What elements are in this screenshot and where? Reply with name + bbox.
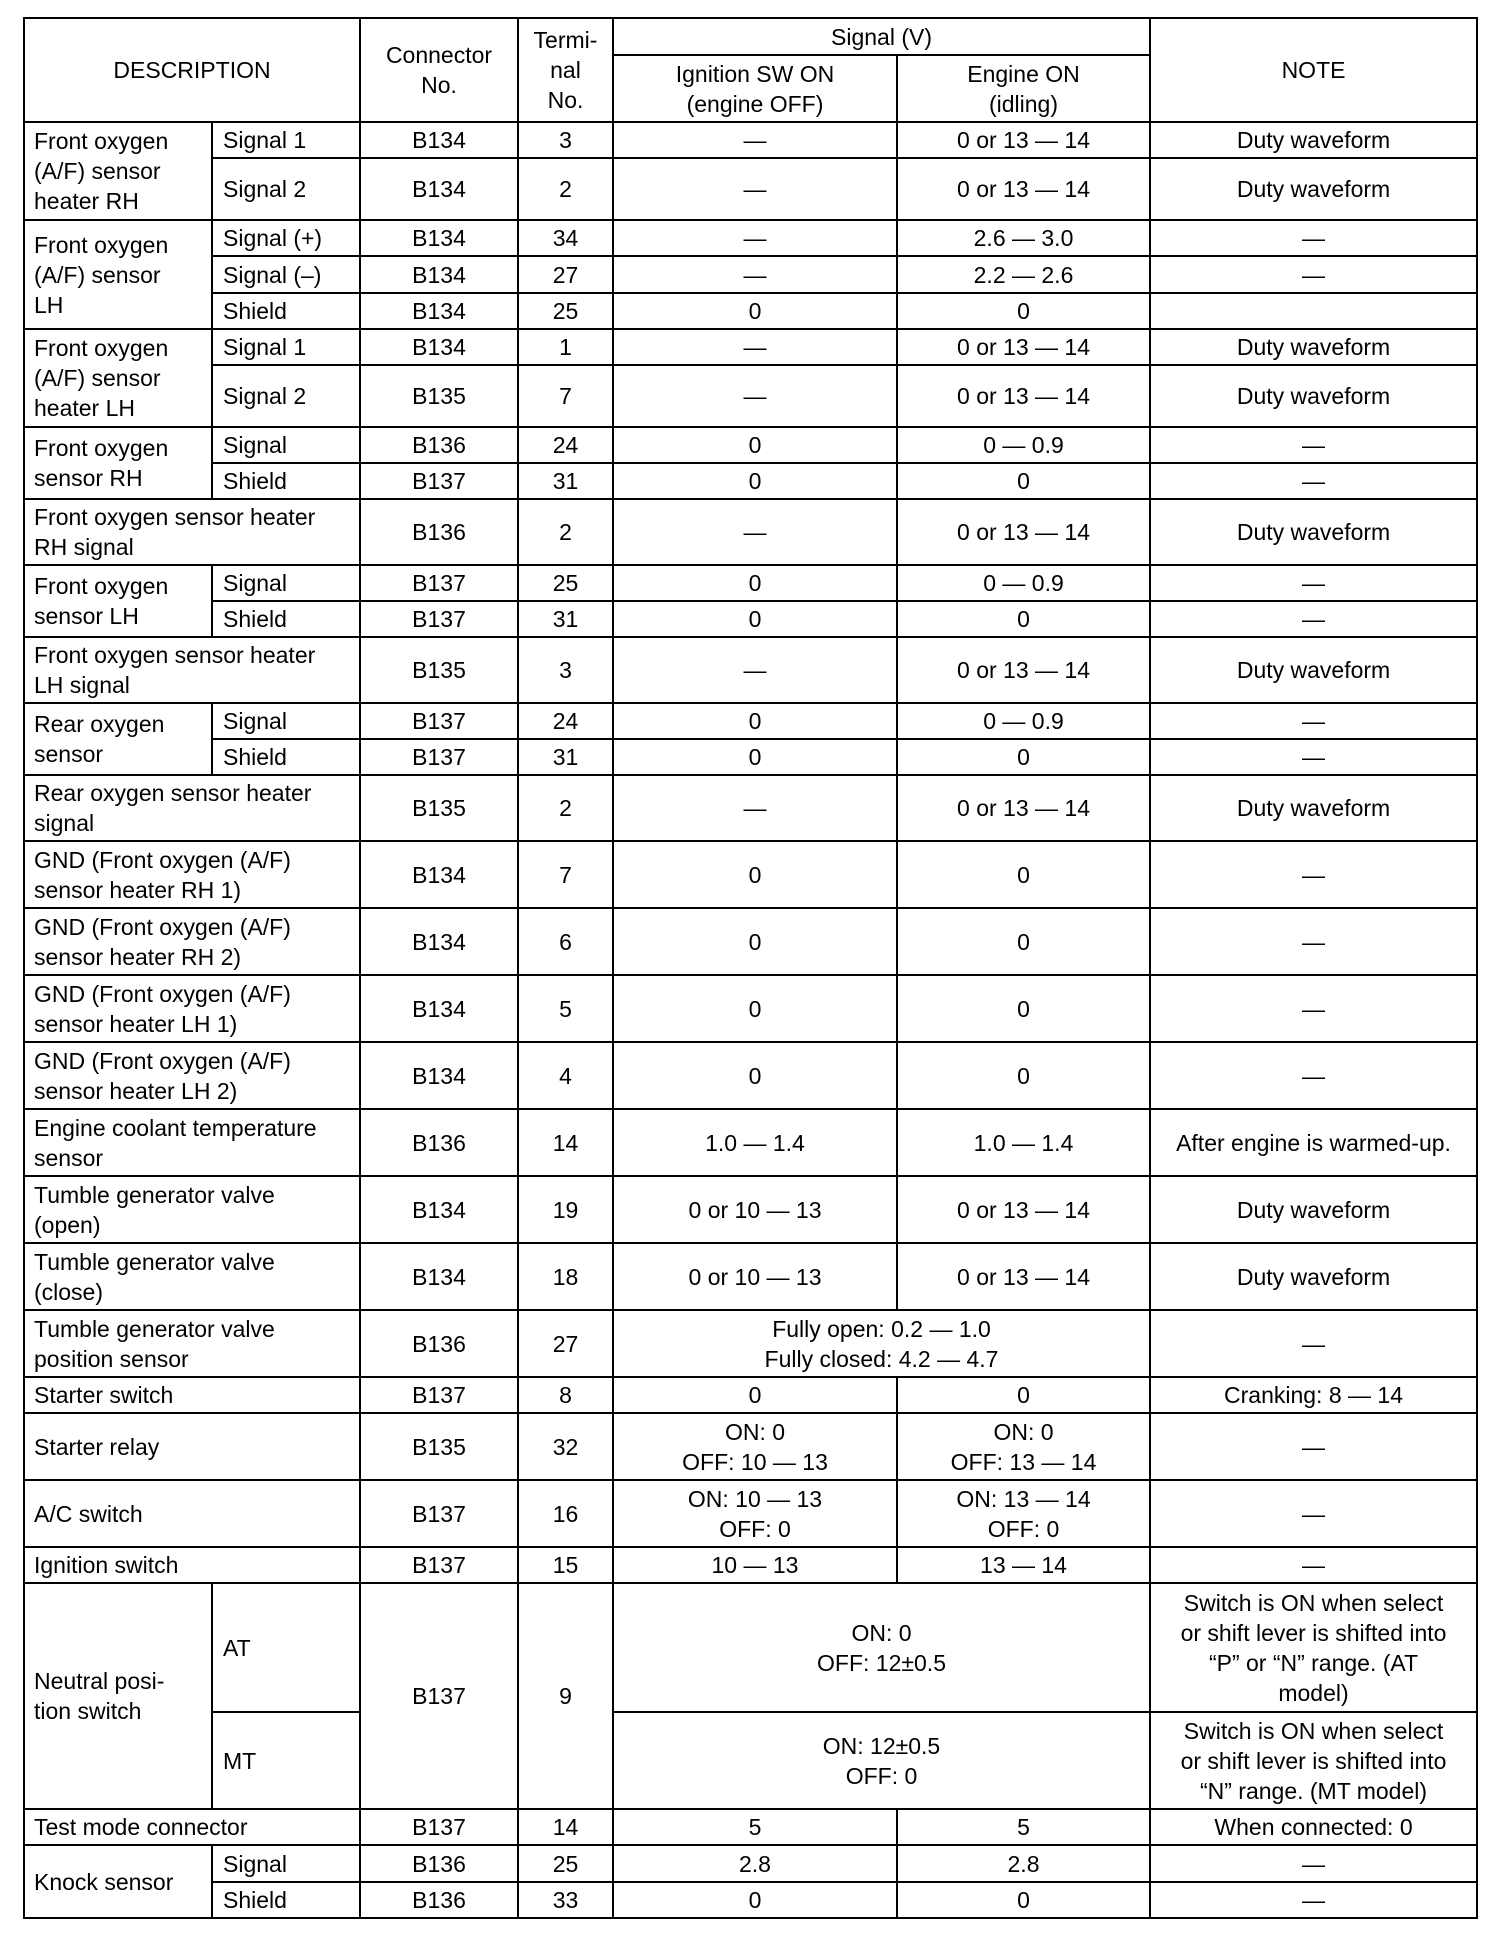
row-note: Duty waveform (1150, 1243, 1477, 1310)
row-connector-no: B136 (360, 1882, 518, 1918)
row-description: Neutral posi- tion switch (24, 1583, 212, 1809)
row-signal-ignition-on: 0 or 10 — 13 (613, 1243, 897, 1310)
row-note: — (1150, 1480, 1477, 1547)
row-note: — (1150, 1845, 1477, 1882)
row-signal-ignition-on: — (613, 365, 897, 427)
row-signal-engine-on: 0 or 13 — 14 (897, 122, 1150, 158)
row-note: — (1150, 463, 1477, 499)
row-signal-engine-on: 0 — 0.9 (897, 565, 1150, 601)
row-signal-ignition-on: 0 (613, 293, 897, 329)
document-page (23, 17, 1478, 1919)
row-note: — (1150, 739, 1477, 775)
row-description: Starter switch (24, 1377, 360, 1413)
row-signal-engine-on: 0 or 13 — 14 (897, 329, 1150, 365)
row-sub-description: Signal 2 (212, 158, 360, 220)
row-note: — (1150, 1042, 1477, 1109)
row-signal-ignition-on: — (613, 220, 897, 256)
row-terminal-no: 7 (518, 365, 613, 427)
row-signal-engine-on: 0 — 0.9 (897, 427, 1150, 463)
row-signal-ignition-on: — (613, 329, 897, 365)
table-row (24, 1243, 1477, 1310)
row-terminal-no: 2 (518, 158, 613, 220)
row-description: GND (Front oxygen (A/F) sensor heater LH 1) (24, 975, 360, 1042)
row-signal-engine-on: ON: 13 — 14 OFF: 0 (897, 1480, 1150, 1547)
table-row (24, 841, 1477, 908)
row-description: GND (Front oxygen (A/F) sensor heater RH 1) (24, 841, 360, 908)
row-connector-no: B137 (360, 1547, 518, 1583)
row-connector-no: B136 (360, 499, 518, 565)
row-terminal-no: 2 (518, 775, 613, 841)
row-terminal-no: 3 (518, 122, 613, 158)
table-row (24, 1377, 1477, 1413)
table-row (24, 220, 1477, 256)
table-row (24, 1583, 1477, 1712)
row-note: Cranking: 8 — 14 (1150, 1377, 1477, 1413)
row-description: GND (Front oxygen (A/F) sensor heater LH 2) (24, 1042, 360, 1109)
table-row (24, 908, 1477, 975)
row-terminal-no: 27 (518, 1310, 613, 1377)
row-signal-engine-on: 0 (897, 739, 1150, 775)
row-signal-engine-on: 0 or 13 — 14 (897, 1176, 1150, 1243)
row-note: — (1150, 975, 1477, 1042)
row-terminal-no: 25 (518, 1845, 613, 1882)
row-terminal-no: 1 (518, 329, 613, 365)
table-row (24, 122, 1477, 158)
row-signal-ignition-on: 0 (613, 1377, 897, 1413)
row-signal-engine-on: 5 (897, 1809, 1150, 1845)
row-terminal-no: 24 (518, 703, 613, 739)
row-connector-no: B136 (360, 1845, 518, 1882)
row-signal-ignition-on: — (613, 158, 897, 220)
row-signal-ignition-on: 0 (613, 975, 897, 1042)
table-row (24, 1176, 1477, 1243)
header-ignition-sw-on: Ignition SW ON (engine OFF) (613, 55, 897, 122)
table-row (24, 1882, 1477, 1918)
table-row (24, 158, 1477, 220)
row-connector-no: B135 (360, 775, 518, 841)
table-row (24, 565, 1477, 601)
row-description: Front oxygen (A/F) sensor LH (24, 220, 212, 329)
row-signal-merged: ON: 12±0.5 OFF: 0 (613, 1712, 1150, 1809)
row-signal-merged: Fully open: 0.2 — 1.0 Fully closed: 4.2 — 4.7 (613, 1310, 1150, 1377)
row-connector-no: B136 (360, 427, 518, 463)
row-terminal-no: 25 (518, 293, 613, 329)
row-terminal-no: 8 (518, 1377, 613, 1413)
table-row (24, 463, 1477, 499)
row-signal-engine-on: 0 (897, 1377, 1150, 1413)
row-note: Duty waveform (1150, 499, 1477, 565)
row-note: — (1150, 1882, 1477, 1918)
row-terminal-no: 5 (518, 975, 613, 1042)
row-terminal-no: 9 (518, 1583, 613, 1809)
row-sub-description: Shield (212, 739, 360, 775)
row-signal-ignition-on: 0 (613, 1882, 897, 1918)
row-signal-engine-on: 2.8 (897, 1845, 1150, 1882)
row-description: A/C switch (24, 1480, 360, 1547)
row-signal-ignition-on: 0 (613, 841, 897, 908)
row-note: Switch is ON when select or shift lever is shifted into “P” or “N” range. (AT model) (1150, 1583, 1477, 1712)
row-signal-ignition-on: 0 (613, 1042, 897, 1109)
row-signal-ignition-on: 0 (613, 427, 897, 463)
row-signal-engine-on: 0 (897, 1882, 1150, 1918)
row-terminal-no: 15 (518, 1547, 613, 1583)
table-row (24, 293, 1477, 329)
table-body (24, 122, 1477, 1918)
row-signal-engine-on: 13 — 14 (897, 1547, 1150, 1583)
row-terminal-no: 32 (518, 1413, 613, 1480)
row-signal-ignition-on: — (613, 122, 897, 158)
row-note: — (1150, 908, 1477, 975)
row-signal-ignition-on: ON: 0 OFF: 10 — 13 (613, 1413, 897, 1480)
row-terminal-no: 19 (518, 1176, 613, 1243)
row-terminal-no: 31 (518, 463, 613, 499)
row-sub-description: Shield (212, 463, 360, 499)
table-row (24, 1547, 1477, 1583)
row-description: Test mode connector (24, 1809, 360, 1845)
row-terminal-no: 24 (518, 427, 613, 463)
row-description: Engine coolant temperature sensor (24, 1109, 360, 1176)
row-signal-engine-on: 2.2 — 2.6 (897, 256, 1150, 293)
row-note: Duty waveform (1150, 1176, 1477, 1243)
row-connector-no: B134 (360, 1042, 518, 1109)
row-description: Ignition switch (24, 1547, 360, 1583)
row-signal-ignition-on: — (613, 775, 897, 841)
row-signal-engine-on: 0 (897, 841, 1150, 908)
row-connector-no: B136 (360, 1109, 518, 1176)
row-connector-no: B137 (360, 1583, 518, 1809)
row-signal-ignition-on: ON: 10 — 13 OFF: 0 (613, 1480, 897, 1547)
row-signal-ignition-on: — (613, 637, 897, 703)
row-connector-no: B134 (360, 975, 518, 1042)
table-row (24, 1712, 1477, 1809)
row-note: Duty waveform (1150, 365, 1477, 427)
row-connector-no: B134 (360, 256, 518, 293)
row-terminal-no: 2 (518, 499, 613, 565)
table-row (24, 637, 1477, 703)
row-signal-ignition-on: 0 (613, 463, 897, 499)
row-terminal-no: 33 (518, 1882, 613, 1918)
header-engine-on: Engine ON (idling) (897, 55, 1150, 122)
row-description: Front oxygen sensor LH (24, 565, 212, 637)
row-description: Front oxygen sensor RH (24, 427, 212, 499)
row-signal-ignition-on: 0 (613, 601, 897, 637)
row-sub-description: Signal 1 (212, 329, 360, 365)
table-row (24, 1480, 1477, 1547)
row-terminal-no: 4 (518, 1042, 613, 1109)
table-row (24, 1042, 1477, 1109)
ecm-terminal-signal-table (23, 17, 1478, 1919)
table-row (24, 975, 1477, 1042)
row-description: Front oxygen sensor heater LH signal (24, 637, 360, 703)
row-signal-engine-on: 0 (897, 463, 1150, 499)
row-terminal-no: 6 (518, 908, 613, 975)
row-sub-description: Shield (212, 601, 360, 637)
row-signal-engine-on: 0 or 13 — 14 (897, 499, 1150, 565)
row-signal-engine-on: 0 or 13 — 14 (897, 637, 1150, 703)
row-note: — (1150, 1413, 1477, 1480)
row-sub-description: Shield (212, 1882, 360, 1918)
row-note: When connected: 0 (1150, 1809, 1477, 1845)
row-connector-no: B137 (360, 1377, 518, 1413)
header-signal-v: Signal (V) (613, 18, 1150, 55)
row-note: Switch is ON when select or shift lever is shifted into “N” range. (MT model) (1150, 1712, 1477, 1809)
row-sub-description: Shield (212, 293, 360, 329)
row-terminal-no: 31 (518, 601, 613, 637)
row-sub-description: Signal (212, 565, 360, 601)
row-description: Tumble generator valve (close) (24, 1243, 360, 1310)
row-description: Front oxygen (A/F) sensor heater LH (24, 329, 212, 427)
row-terminal-no: 3 (518, 637, 613, 703)
row-sub-description: Signal 2 (212, 365, 360, 427)
header-terminal-no: Termi- nal No. (518, 18, 613, 122)
row-signal-ignition-on: 5 (613, 1809, 897, 1845)
row-signal-engine-on: 0 (897, 293, 1150, 329)
table-row (24, 775, 1477, 841)
table-row (24, 499, 1477, 565)
row-note: — (1150, 256, 1477, 293)
table-row (24, 329, 1477, 365)
row-connector-no: B137 (360, 601, 518, 637)
row-terminal-no: 7 (518, 841, 613, 908)
row-note: — (1150, 565, 1477, 601)
row-signal-engine-on: 1.0 — 1.4 (897, 1109, 1150, 1176)
row-sub-description: Signal 1 (212, 122, 360, 158)
table-row (24, 739, 1477, 775)
row-signal-engine-on: 0 or 13 — 14 (897, 775, 1150, 841)
row-note: Duty waveform (1150, 158, 1477, 220)
row-signal-ignition-on: — (613, 256, 897, 293)
row-terminal-no: 27 (518, 256, 613, 293)
row-sub-description: Signal (212, 1845, 360, 1882)
header-description: DESCRIPTION (24, 18, 360, 122)
row-connector-no: B137 (360, 703, 518, 739)
row-connector-no: B134 (360, 1243, 518, 1310)
row-signal-ignition-on: 0 (613, 565, 897, 601)
row-signal-engine-on: 0 (897, 908, 1150, 975)
row-sub-description: Signal (–) (212, 256, 360, 293)
row-terminal-no: 18 (518, 1243, 613, 1310)
row-sub-description: Signal (+) (212, 220, 360, 256)
row-note: Duty waveform (1150, 329, 1477, 365)
row-note: — (1150, 703, 1477, 739)
row-terminal-no: 14 (518, 1809, 613, 1845)
row-note: Duty waveform (1150, 637, 1477, 703)
row-terminal-no: 31 (518, 739, 613, 775)
row-connector-no: B134 (360, 841, 518, 908)
table-row (24, 365, 1477, 427)
row-sub-description: Signal (212, 703, 360, 739)
table-row (24, 601, 1477, 637)
row-connector-no: B134 (360, 122, 518, 158)
row-description: Rear oxygen sensor heater signal (24, 775, 360, 841)
row-description: Starter relay (24, 1413, 360, 1480)
row-signal-ignition-on: 2.8 (613, 1845, 897, 1882)
row-connector-no: B137 (360, 739, 518, 775)
row-note: Duty waveform (1150, 122, 1477, 158)
row-signal-ignition-on: 10 — 13 (613, 1547, 897, 1583)
header-connector-no: Connector No. (360, 18, 518, 122)
row-signal-ignition-on: 0 (613, 703, 897, 739)
row-description: Tumble generator valve position sensor (24, 1310, 360, 1377)
row-connector-no: B137 (360, 1480, 518, 1547)
row-terminal-no: 25 (518, 565, 613, 601)
row-note: After engine is warmed-up. (1150, 1109, 1477, 1176)
row-sub-description: AT (212, 1583, 360, 1712)
row-connector-no: B136 (360, 1310, 518, 1377)
table-row (24, 1310, 1477, 1377)
row-terminal-no: 16 (518, 1480, 613, 1547)
row-connector-no: B134 (360, 908, 518, 975)
row-signal-engine-on: 0 or 13 — 14 (897, 158, 1150, 220)
row-note: — (1150, 220, 1477, 256)
row-signal-ignition-on: 0 (613, 908, 897, 975)
row-description: Knock sensor (24, 1845, 212, 1918)
row-signal-ignition-on: 1.0 — 1.4 (613, 1109, 897, 1176)
table-row (24, 1809, 1477, 1845)
table-row (24, 1845, 1477, 1882)
row-connector-no: B134 (360, 293, 518, 329)
row-sub-description: Signal (212, 427, 360, 463)
row-connector-no: B134 (360, 329, 518, 365)
row-connector-no: B135 (360, 637, 518, 703)
row-signal-ignition-on: 0 or 10 — 13 (613, 1176, 897, 1243)
row-signal-engine-on: 0 or 13 — 14 (897, 365, 1150, 427)
row-connector-no: B137 (360, 463, 518, 499)
row-connector-no: B134 (360, 1176, 518, 1243)
row-description: Rear oxygen sensor (24, 703, 212, 775)
row-signal-engine-on: 0 (897, 1042, 1150, 1109)
row-description: Tumble generator valve (open) (24, 1176, 360, 1243)
row-signal-engine-on: 0 or 13 — 14 (897, 1243, 1150, 1310)
row-signal-merged: ON: 0 OFF: 12±0.5 (613, 1583, 1150, 1712)
row-note: — (1150, 427, 1477, 463)
table-row (24, 1413, 1477, 1480)
row-description: Front oxygen (A/F) sensor heater RH (24, 122, 212, 220)
row-note: — (1150, 601, 1477, 637)
row-note (1150, 293, 1477, 329)
row-terminal-no: 14 (518, 1109, 613, 1176)
row-note: — (1150, 1547, 1477, 1583)
row-note: — (1150, 841, 1477, 908)
row-signal-engine-on: ON: 0 OFF: 13 — 14 (897, 1413, 1150, 1480)
table-row (24, 256, 1477, 293)
table-row (24, 1109, 1477, 1176)
row-connector-no: B135 (360, 365, 518, 427)
row-signal-engine-on: 0 (897, 601, 1150, 637)
row-sub-description: MT (212, 1712, 360, 1809)
row-connector-no: B134 (360, 158, 518, 220)
row-connector-no: B134 (360, 220, 518, 256)
header-note: NOTE (1150, 18, 1477, 122)
row-connector-no: B135 (360, 1413, 518, 1480)
row-signal-engine-on: 0 (897, 975, 1150, 1042)
row-note: Duty waveform (1150, 775, 1477, 841)
row-connector-no: B137 (360, 565, 518, 601)
row-description: Front oxygen sensor heater RH signal (24, 499, 360, 565)
table-row (24, 427, 1477, 463)
row-note: — (1150, 1310, 1477, 1377)
row-signal-ignition-on: 0 (613, 739, 897, 775)
row-terminal-no: 34 (518, 220, 613, 256)
row-connector-no: B137 (360, 1809, 518, 1845)
row-description: GND (Front oxygen (A/F) sensor heater RH 2) (24, 908, 360, 975)
row-signal-engine-on: 0 — 0.9 (897, 703, 1150, 739)
table-row (24, 703, 1477, 739)
row-signal-ignition-on: — (613, 499, 897, 565)
row-signal-engine-on: 2.6 — 3.0 (897, 220, 1150, 256)
